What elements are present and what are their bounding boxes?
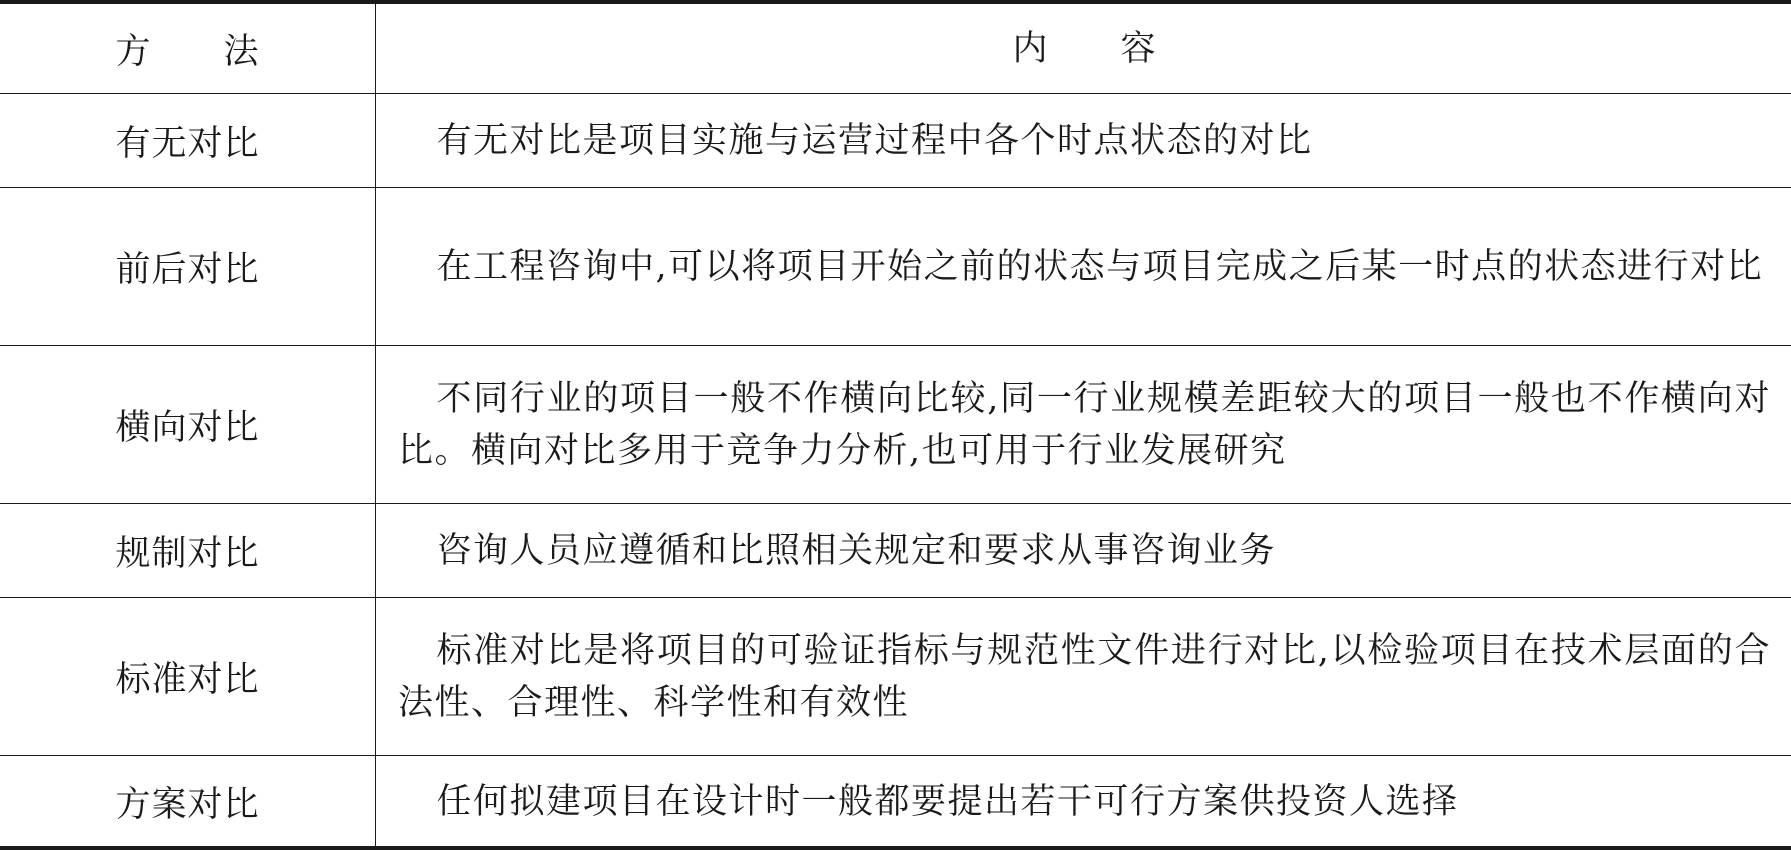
content-cell: [376, 346, 1791, 503]
header-content: [376, 4, 1791, 93]
content-text: 标准对比是将项目的可验证指标与规范性文件进行对比,以检验项目在技术层面的合法性、合理性、科学性和有效性: [398, 630, 1771, 723]
content-cell: [376, 598, 1791, 755]
content-cell: [376, 94, 1791, 187]
method-label: 横向对比: [115, 407, 260, 448]
method-cell: [0, 756, 376, 848]
table-row: [0, 598, 1791, 756]
content-text: 有无对比是项目实施与运营过程中各个时点状态的对比: [436, 120, 1313, 161]
content-cell: [376, 504, 1791, 597]
table-header-row: [0, 4, 1791, 94]
table-row: [0, 504, 1791, 598]
content-text: 不同行业的项目一般不作横向比较,同一行业规模差距较大的项目一般也不作横向对比。横向对比多用于竞争力分析,也可用于行业发展研究: [398, 378, 1771, 471]
method-cell: [0, 504, 376, 597]
table-row: [0, 756, 1791, 848]
table-row: [0, 346, 1791, 504]
method-label: 有无对比: [115, 123, 260, 164]
content-cell: [376, 188, 1791, 345]
content-cell: [376, 756, 1791, 848]
content-text: 任何拟建项目在设计时一般都要提出若干可行方案供投资人选择: [436, 782, 1459, 822]
method-label: 规制对比: [115, 533, 260, 574]
method-cell: [0, 346, 376, 503]
content-text: 咨询人员应遵循和比照相关规定和要求从事咨询业务: [436, 530, 1277, 571]
method-cell: [0, 598, 376, 755]
method-label: 标准对比: [115, 659, 260, 700]
method-label: 前后对比: [115, 249, 260, 290]
content-text: 在工程咨询中,可以将项目开始之前的状态与项目完成之后某一时点的状态进行对比: [436, 246, 1764, 287]
method-label: 方案对比: [115, 785, 260, 825]
method-cell: [0, 94, 376, 187]
table-row: [0, 94, 1791, 188]
header-content-label: 内 容: [1012, 28, 1157, 69]
header-method-label: 方 法: [115, 31, 260, 72]
method-cell: [0, 188, 376, 345]
table-row: [0, 188, 1791, 346]
header-method: [0, 4, 376, 93]
